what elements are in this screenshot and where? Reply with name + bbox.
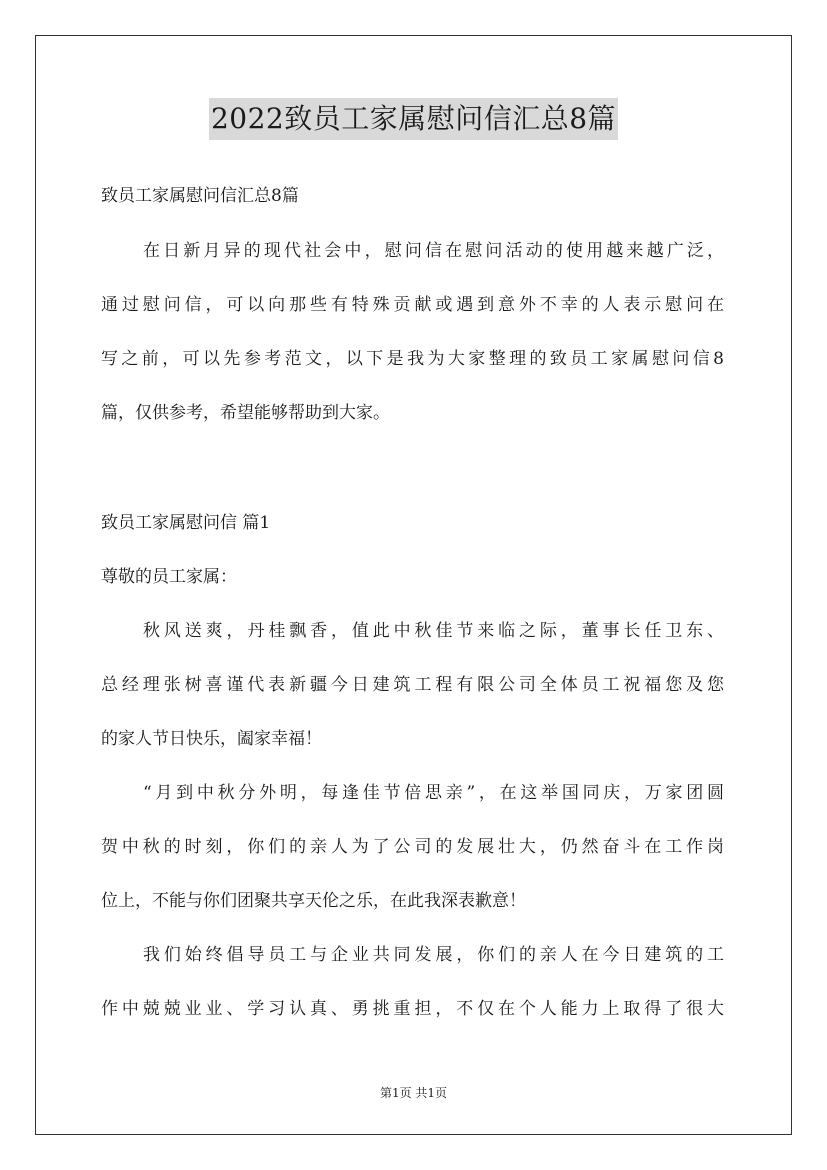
paragraph-line: 秋风送爽，丹桂飘香，值此中秋佳节来临之际，董事长任卫东、 [143,621,724,641]
page-footer: 第1页 共1页 [379,1086,448,1100]
paragraph-line: 篇，仅供参考，希望能够帮助到大家。 [101,403,390,423]
section-heading: 致员工家属慰问信 篇1 [101,513,271,533]
paragraph-line: 贺中秋的时刻，你们的亲人为了公司的发展壮大，仍然奋斗在工作岗 [101,837,724,857]
paragraph-line: 的家人节日快乐，阖家幸福！ [101,729,322,749]
title-container [0,98,827,140]
paragraph-line: 在日新月异的现代社会中，慰问信在慰问活动的使用越来越广泛， [143,241,724,261]
paragraph-line: 位上，不能与你们团聚共享天伦之乐，在此我深表歉意！ [101,891,526,911]
document-title: 2022致员工家属慰问信汇总8篇 [209,98,618,140]
subtitle-line: 致员工家属慰问信汇总8篇 [101,186,299,206]
paragraph-line: 总经理张树喜谨代表新疆今日建筑工程有限公司全体员工祝福您及您 [101,675,724,695]
paragraph-line: 作中兢兢业业、学习认真、勇挑重担，不仅在个人能力上取得了很大 [101,999,724,1019]
paragraph-line: “月到中秋分外明，每逢佳节倍思亲”，在这举国同庆，万家团圆 [143,783,724,803]
paragraph-line: 写之前，可以先参考范文，以下是我为大家整理的致员工家属慰问信8 [101,349,724,369]
paragraph-line: 通过慰问信，可以向那些有特殊贡献或遇到意外不幸的人表示慰问在 [101,295,724,315]
salutation: 尊敬的员工家属： [101,567,237,587]
paragraph-line: 我们始终倡导员工与企业共同发展，你们的亲人在今日建筑的工 [143,945,724,965]
